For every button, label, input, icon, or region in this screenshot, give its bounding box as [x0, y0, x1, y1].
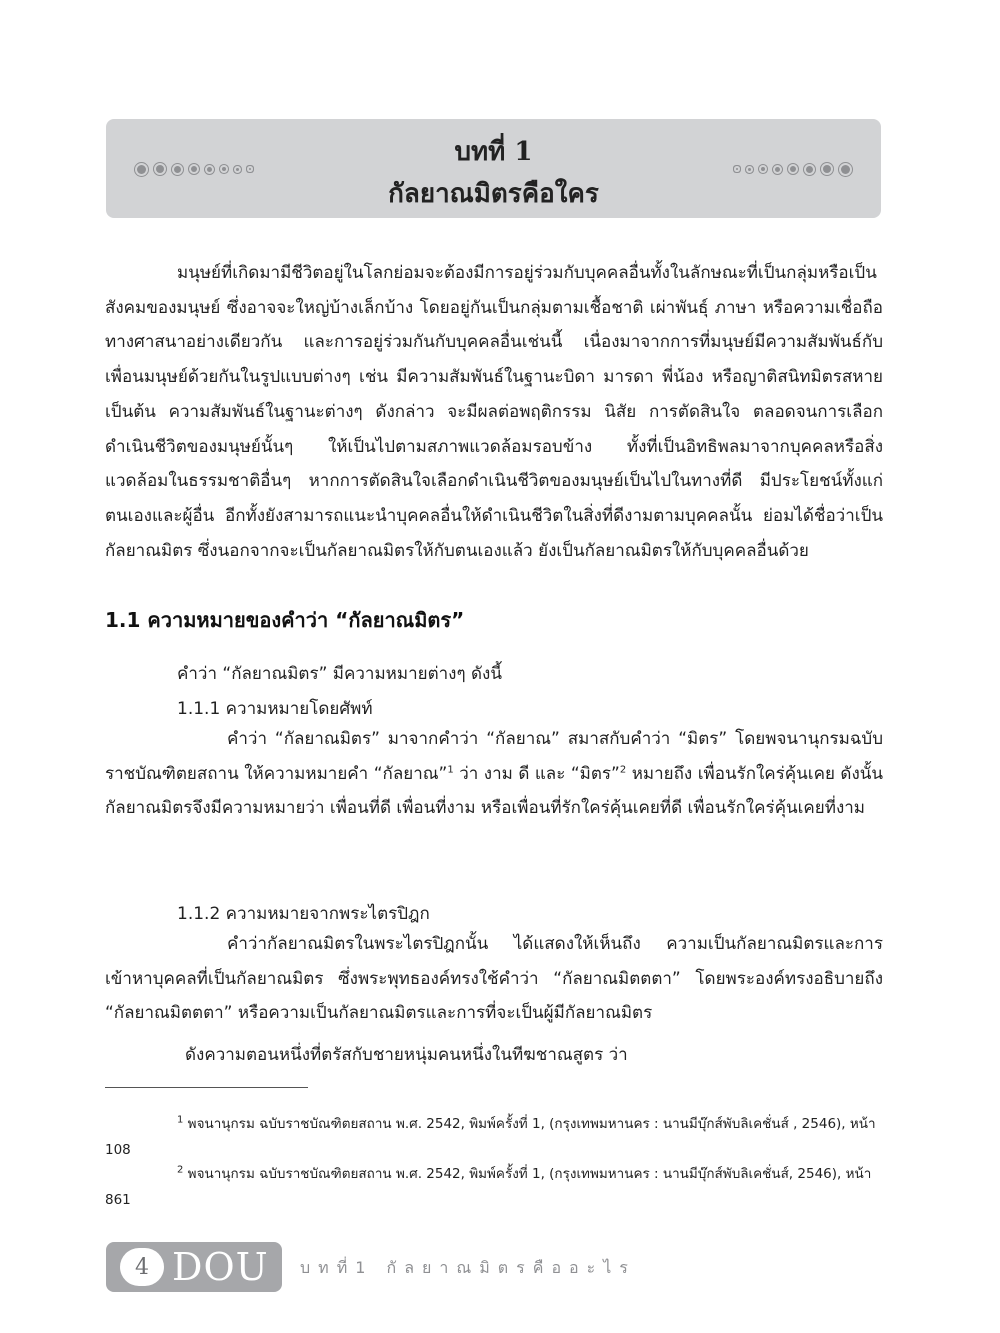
chapter-number: บทที่ 1	[454, 137, 533, 167]
definition-text-c: หมายถึง เพื่อนรักใคร่คุ้นเคย ดังนั้น กัลยาณมิตรจึงมีความหมายว่า เพื่อนที่ดี เพื่อนที่งาม หรือเพื่อนที่รักใคร่คุ้นเคยที่ดี เพื่อนรักใคร่คุ้นเคยที่งาม	[105, 763, 883, 819]
definition-text-a: คำว่า “กัลยาณมิตร” มาจากคำว่า “กัลยาณ” สมาสกับคำว่า “มิตร” โดยพจนานุกรมฉบับราชบัณฑิตยสถาน ให้ความหมายคำ “กัลยาณ”	[105, 729, 883, 784]
chapter-title: กัลยาณมิตรคือใคร	[388, 179, 599, 209]
definition-text-b: ว่า งาม ดี และ “มิตร”	[453, 763, 620, 784]
chapter-banner	[106, 119, 881, 218]
footnote-ref-1[interactable]: 1	[447, 764, 454, 776]
footnote-1-text: พจนานุกรม ฉบับราชบัณฑิตยสถาน พ.ศ. 2542, พิมพ์ครั้งที่ 1, (กรุงเทพมหานคร : นานมีบุ๊กส์พับลิเคชั่นส์ , 2546), หน้า 108	[105, 1116, 876, 1158]
intro-paragraph: มนุษย์ที่เกิดมามีชีวิตอยู่ในโลกย่อมจะต้องมีการอยู่ร่วมกับบุคคลอื่นทั้งในลักษณะที่เป็นกลุ่มหรือเป็นสังคมของมนุษย์ ซึ่งอาจจะใหญ่บ้างเล็กบ้าง โดยอยู่กันเป็นกลุ่มตามเชื้อชาติ เผ่าพันธุ์ ภาษา หรือความเชื่อถือทางศาสนาอย่างเดียวกัน และการอยู่ร่วมกันกับบุคคลอื่นเช่นนี้ เนื่องมาจากการที่มนุษย์มีความสัมพันธ์กับเพื่อนมนุษย์ด้วยกันในรูปแบบต่างๆ เช่น มีความสัมพันธ์ในฐานะบิดา มารดา พี่น้อง หรือญาติสนิทมิตรสหาย เป็นต้น ความสัมพันธ์ในฐานะต่างๆ ดังกล่าว จะมีผลต่อพฤติกรรม นิสัย การตัดสินใจ ตลอดจนการเลือกดำเนินชีวิตของมนุษย์นั้นๆ ให้เป็นไปตามสภาพแวดล้อมรอบข้าง ทั้งที่เป็นอิทธิพลมาจากบุคคลหรือสิ่งแวดล้อมในธรรมชาติอื่นๆ หากการตัดสินใจเลือกดำเนินชีวิตของมนุษย์เป็นไปในทางที่ดี มีประโยชน์ทั้งแก่ตนเองและผู้อื่น อีกทั้งยังสามารถแนะนำบุคคลอื่นให้ดำเนินชีวิตในสิ่งที่ดีงามตามบุคคลนั้น ย่อมได้ชื่อว่าเป็นกัลยาณมิตร ซึ่งนอกจากจะเป็นกัลยาณมิตรให้กับตนเองแล้ว ยังเป็นกัลยาณมิตรให้กับบุคคลอื่นด้วย	[105, 263, 883, 561]
footnote-2-text: พจนานุกรม ฉบับราชบัณฑิตยสถาน พ.ศ. 2542, พิมพ์ครั้งที่ 1, (กรุงเทพมหานคร : นานมีบุ๊กส์พับลิเคชั่นส์, 2546), หน้า 861	[105, 1166, 872, 1208]
tripitaka-paragraph: คำว่ากัลยาณมิตรในพระไตรปิฎกนั้น ได้แสดงให้เห็นถึง ความเป็นกัลยาณมิตรและการเข้าหาบุคคลที่เป็นกัลยาณมิตร ซึ่งพระพุทธองค์ทรงใช้คำว่า “กัลยาณมิตตตา” โดยพระองค์ทรงอธิบายถึง “กัลยาณมิตตตา” หรือความเป็นกัลยาณมิตรและการที่จะเป็นผู้มีกัลยาณมิตร	[105, 934, 883, 1024]
section-heading: 1.1 ความหมายของคำว่า “กัลยาณมิตร”	[105, 608, 465, 632]
subsection-heading-1-1-2: 1.1.2 ความหมายจากพระไตรปิฎก	[177, 904, 430, 924]
footnote-1-mark: 1	[177, 1114, 184, 1126]
footnote-2	[105, 1161, 883, 1213]
footnote-1	[105, 1111, 883, 1163]
section-intro: คำว่า “กัลยาณมิตร” มีความหมายต่างๆ ดังนี้	[177, 664, 502, 684]
footnote-ref-2[interactable]: 2	[619, 764, 627, 776]
definition-paragraph	[105, 722, 883, 826]
subsection-heading-1-1-1: 1.1.1 ความหมายโดยศัพท์	[177, 699, 373, 719]
footnote-2-mark: 2	[177, 1164, 184, 1176]
page-number: 4	[120, 1248, 164, 1286]
ornament-dots-right-icon	[731, 159, 855, 179]
brand-logo: DOU	[172, 1245, 269, 1289]
lead-in-line: ดังความตอนหนึ่งที่ตรัสกับชายหนุ่มคนหนึ่งในทีฆชาณสูตร ว่า	[185, 1045, 628, 1065]
page-badge	[106, 1242, 282, 1292]
footnote-divider	[105, 1087, 308, 1088]
running-header: บทที่1 กัลยาณมิตรคืออะไร	[300, 1258, 636, 1277]
